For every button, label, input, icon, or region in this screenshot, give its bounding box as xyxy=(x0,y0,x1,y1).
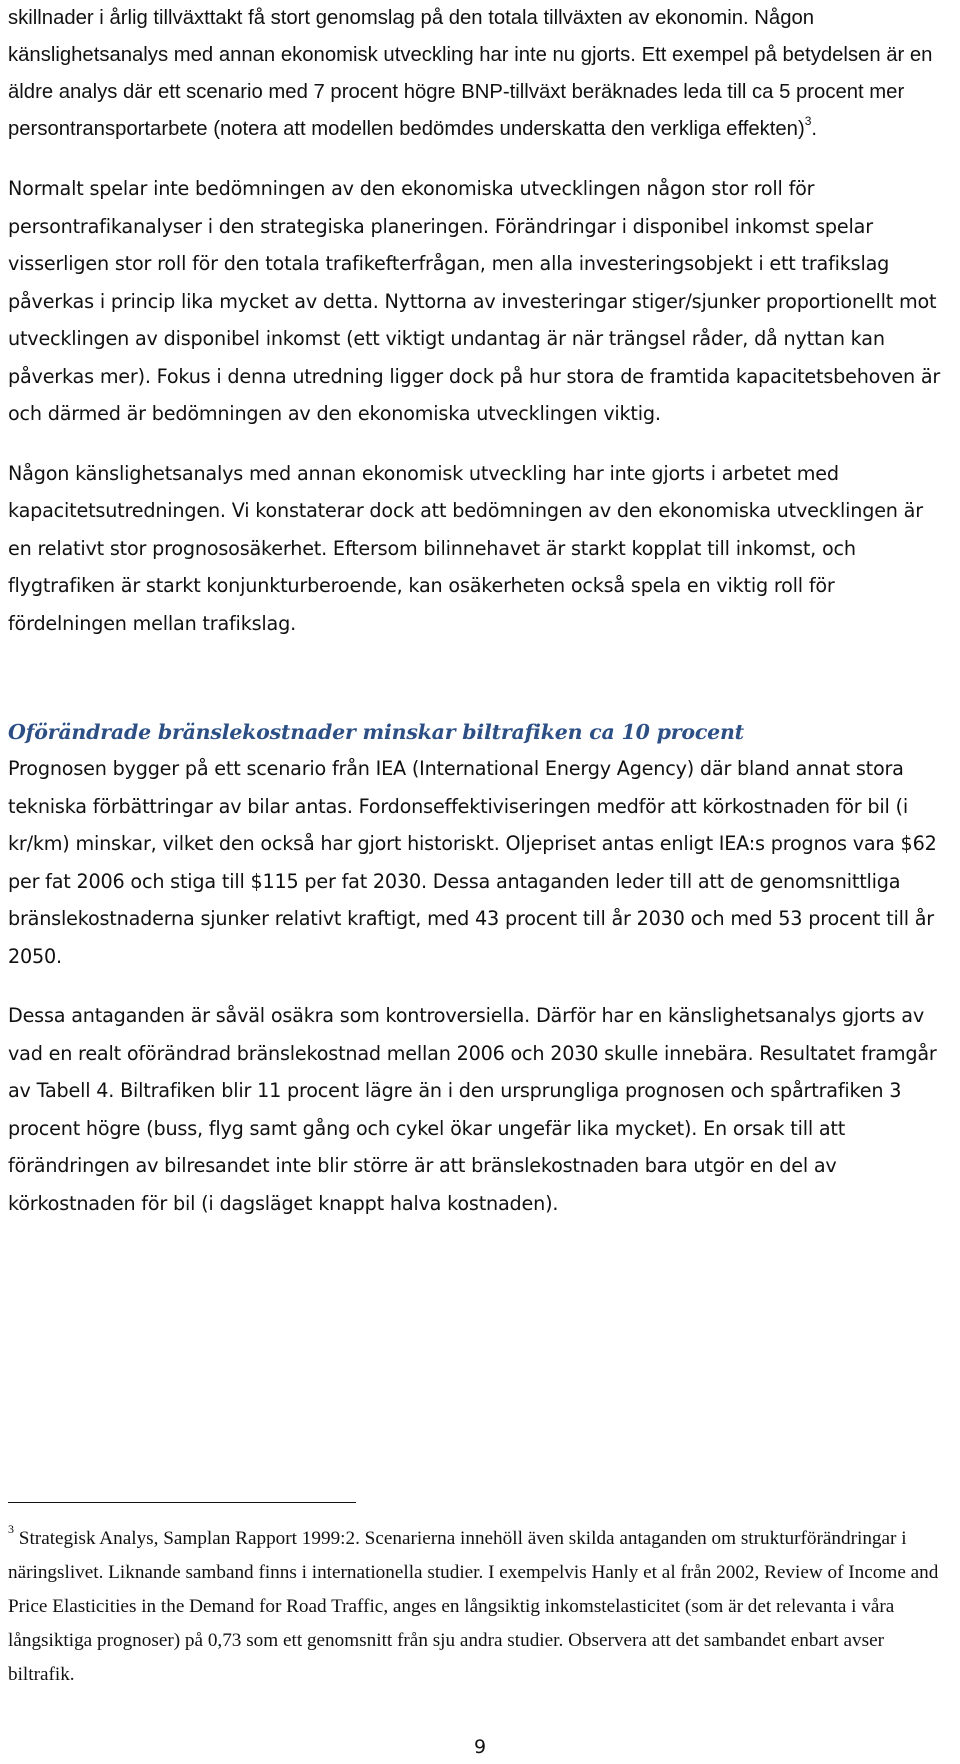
intro-paragraph-text: skillnader i årlig tillväxttakt få stort genomslag på den totala tillväxten av ekonomin. Någon känslighetsanalys med annan ekonomisk utveckling har inte nu gjorts. Ett exempel på betydelsen är en äldre analys där ett scenario med 7 procent högre BNP-tillväxt beräknades leda till ca 5 procent mer persontransportarbete (notera att modellen bedömdes underskatta den verkliga effekten) xyxy=(8,7,933,140)
footnote-separator xyxy=(8,1502,356,1503)
footnote-reference[interactable]: 3 xyxy=(804,114,812,129)
footnote-number: 3 xyxy=(8,1521,14,1536)
paragraph-fuel-sensitivity: Dessa antaganden är såväl osäkra som kontroversiella. Därför har en känslighetsanalys gjorts av vad en realt oförändrad bränslekostnad mellan 2006 och 2030 skulle innebära. Resultatet framgår av Tabell 4. Biltrafiken blir 11 procent lägre än i den ursprungliga prognosen och spårtrafiken 3 procent högre (buss, flyg samt gång och cykel ökar ungefär lika mycket). En orsak till att förändringen av bilresandet inte blir större är att bränslekostnaden bara utgör en del av körkostnaden för bil (i dagsläget knappt halva kostnaden). xyxy=(8,1004,937,1215)
paragraph-gap xyxy=(8,433,952,455)
paragraph-gap xyxy=(8,975,952,997)
footnote-text: Strategisk Analys, Samplan Rapport 1999:2. Scenarierna innehöll även skilda antaganden om strukturförändringar i näringslivet. Liknande samband finns i internationella studier. I exempelvis Hanly et al från 2002, Review of Income and Price Elasticities in the Demand for Road Traffic, anges en långsiktig inkomstelasticitet (som är det relevanta i våra långsiktiga prognoser) på 0,73 som ett genomsnitt från sju andra studier. Observera att det sambandet enbart avser biltrafik. xyxy=(8,1528,939,1685)
paragraph-gap xyxy=(8,148,952,170)
paragraph-fuel-scenario: Prognosen bygger på ett scenario från IEA (International Energy Agency) där bland annat stora tekniska förbättringar av bilar antas. Fordonseffektiviseringen medför att körkostnaden för bil (i kr/km) minskar, vilket den också har gjort historiskt. Oljepriset antas enligt IEA:s prognos vara $62 per fat 2006 och stiga till $115 per fat 2030. Dessa antaganden leder till att de genomsnittliga bränslekostnaderna sjunker relativt kraftigt, med 43 procent till år 2030 och med 53 procent till år 2050. xyxy=(8,757,937,968)
intro-paragraph-end: . xyxy=(811,118,818,140)
page-number: 9 xyxy=(473,1736,487,1758)
section-heading: Oförändrade bränslekostnader minskar biltrafiken ca 10 procent xyxy=(8,720,744,744)
paragraph-sensitivity-analysis: Någon känslighetsanalys med annan ekonomisk utveckling har inte gjorts i arbetet med kapacitetsutredningen. Vi konstaterar dock att bedömningen av den ekonomiska utvecklingen är en relativt stor prognososäkerhet. Eftersom bilinnehavet är starkt kopplat till inkomst, och flygtrafiken är starkt konjunkturberoende, kan osäkerheten också spela en viktig roll för fördelningen mellan trafikslag. xyxy=(8,461,923,635)
footnote xyxy=(8,1522,952,1692)
paragraph-economic-development: Normalt spelar inte bedömningen av den ekonomiska utvecklingen någon stor roll för persontrafikanalyser i den strategiska planeringen. Förändringar i disponibel inkomst spelar visserligen stor roll för den totala trafikefterfrågan, men alla investeringsobjekt i ett trafikslag påverkas i princip lika mycket av detta. Nyttorna av investeringar stiger/sjunker proportionellt mot utvecklingen av disponibel inkomst (ett viktigt undantag är när trängsel råder, då nyttan kan påverkas mer). Fokus i denna utredning ligger dock på hur stora de framtida kapacitetsbehoven är och därmed är bedömningen av den ekonomiska utvecklingen viktig. xyxy=(8,177,941,425)
document-page xyxy=(8,0,952,1222)
intro-paragraph xyxy=(8,0,952,148)
section-gap xyxy=(8,642,952,714)
